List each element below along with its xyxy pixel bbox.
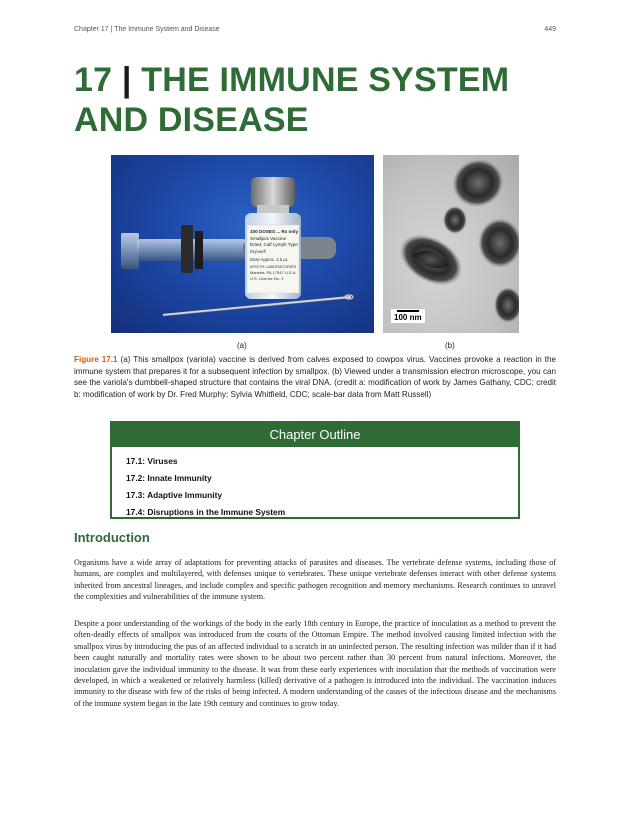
- scale-bar-line: [397, 310, 419, 312]
- scale-bar: [391, 309, 425, 323]
- introduction-heading: Introduction: [74, 530, 150, 545]
- chapter-title-line2: AND DISEASE: [74, 101, 309, 139]
- chapter-number: 17: [74, 61, 113, 99]
- vial-label-line7: Marietta, PA 17547 U.S.A.: [250, 270, 297, 275]
- outline-item-adaptive-immunity[interactable]: 17.3: Adaptive Immunity: [126, 490, 223, 500]
- figure-caption-text: (a) This smallpox (variola) vaccine is derived from calves exposed to cowpox virus. Vaccines provoke a reaction in the immune system that prepares it for a subsequent infection by smallpox. (b) Viewed under a transmission electron microscope, you can see the variola's dumbbell-shaped structure that contains the viral DNA. (credit a: modification of work by James Gathany, CDC; credit b: modification of work by Dr. Fred Murphy; Sylvia Whitfield, CDC; scale-bar data from Matt Russell): [74, 355, 557, 399]
- vaccine-vial-illustration: [111, 155, 374, 333]
- page-number: 449: [544, 26, 556, 33]
- chapter-title-line1: THE IMMUNE SYSTEM: [141, 61, 510, 99]
- vial-label-line5: Dose Approx. 2.5 µL: [250, 257, 289, 262]
- chapter-title: [74, 60, 554, 140]
- smallpox-vaccine-photo: [111, 155, 374, 333]
- virion-1: [445, 155, 510, 214]
- intro-paragraph-1: Organisms have a wide array of adaptations for preventing attacks of parasites and diseases. The vertebrate defense systems, including those of humans, are complex and multilayered, with defenses unique to vertebrates. These unique vertebrate defenses interact with other defense systems inherited from ancestral lineages, and include complex and specific pathogen recognition and memory mechanisms. Research continues to unravel the complexities and vulnerabilities of the immune system.: [74, 558, 556, 602]
- virion-2: [443, 206, 467, 234]
- running-head-chapter: Chapter 17 | The Immune System and Disease: [74, 26, 220, 33]
- title-separator: |: [121, 61, 132, 99]
- panel-label-a: (a): [237, 341, 247, 350]
- chapter-outline-box: [110, 421, 520, 519]
- scale-bar-label: 100 nm: [394, 313, 422, 322]
- vial-label-line8: U.S. License No. 3: [250, 276, 284, 281]
- vial-label-line6: WYETH LABORATORIES: [250, 264, 297, 269]
- outline-item-viruses[interactable]: 17.1: Viruses: [126, 456, 178, 466]
- intro-paragraph-2: Despite a poor understanding of the workings of the body in the early 18th century in Europe, the practice of inoculation as a method to prevent the often-deadly effects of smallpox was introduced from the courts of the Ottoman Empire. The method involved causing limited infection with the smallpox virus by introducing the pus of an affected individual to a scratch in an uninfected person. The resulting infection was milder than if it had been caught naturally and mortality rates were shown to be about two percent rather than 30 percent from natural infections. Moreover, the inoculation gave the individual immunity to the disease. It was from these early experiences with inoculation that the methods of vaccination were developed, in which a weakened or relatively harmless (killed) derivative of a pathogen is introduced into the individual. The vaccination induces immunity to the disease with few of the risks of being infected. A modern understanding of the causes of the infectious disease and the mechanisms of the immune system began in the late 19th century and continues to grow today.: [74, 619, 556, 708]
- chapter-outline-heading: Chapter Outline: [112, 423, 518, 447]
- chapter-outline-list: [112, 447, 518, 521]
- syringe: [121, 225, 336, 273]
- outline-item-disruptions[interactable]: 17.4: Disruptions in the Immune System: [126, 507, 286, 517]
- variola-micrograph: [383, 155, 519, 333]
- virion-5: [494, 287, 519, 323]
- virion-illustration: [383, 155, 519, 333]
- panel-label-b: (b): [445, 341, 455, 350]
- virion-3: [478, 218, 519, 268]
- vial-label-line1: 100 DOSES ... Rx only: [250, 229, 298, 234]
- outline-item-innate-immunity[interactable]: 17.2: Innate Immunity: [126, 473, 212, 483]
- vial-label-line3: Dried, Calf Lymph Type: [250, 242, 298, 247]
- figure-reference: Figure 17.1: [74, 355, 118, 364]
- vial-label-line2: Smallpox Vaccine: [250, 236, 287, 241]
- running-head: [74, 26, 556, 33]
- vial: [245, 177, 301, 299]
- vial-label-line4: Dryvax®: [250, 249, 267, 254]
- figure-caption: [74, 354, 556, 400]
